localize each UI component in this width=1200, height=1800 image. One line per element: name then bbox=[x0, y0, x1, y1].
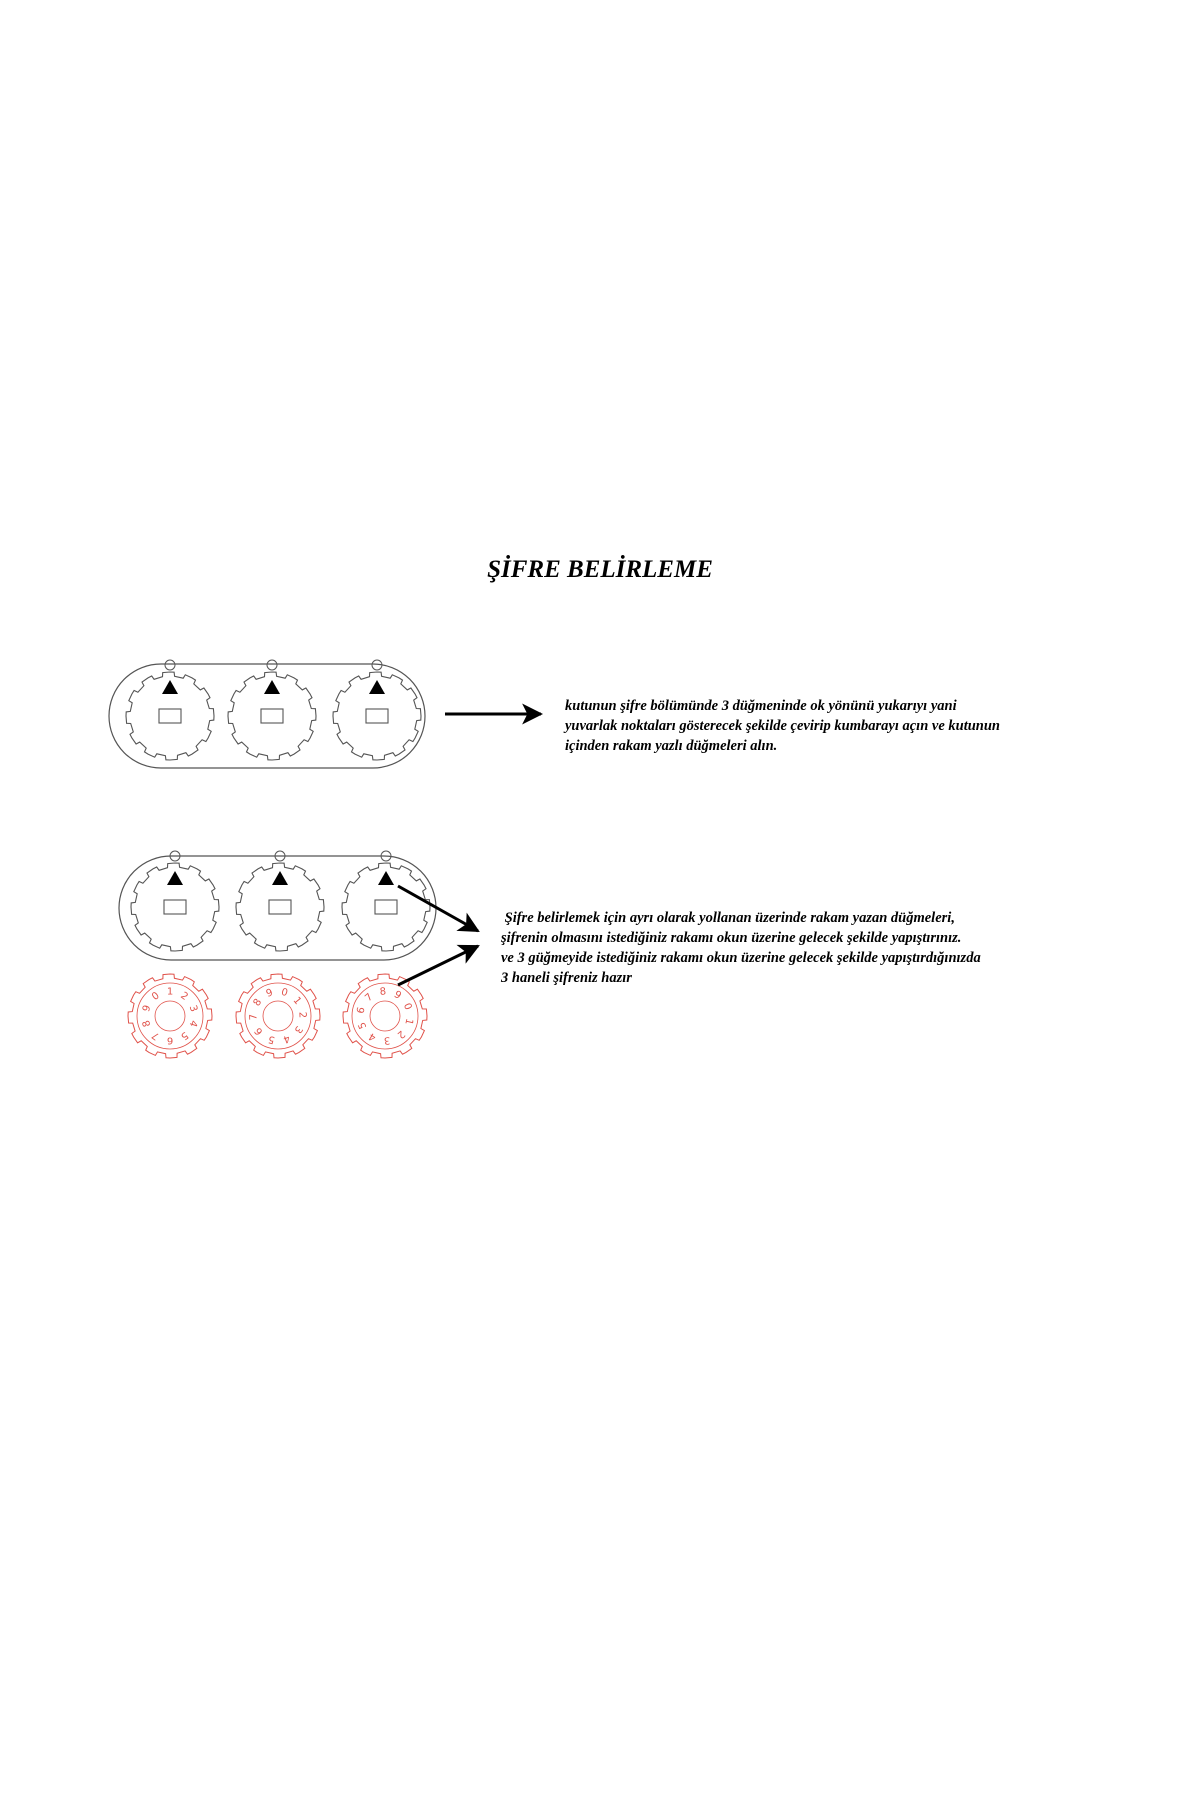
numbered-dial-row bbox=[128, 974, 427, 1058]
dial-digit: 4 bbox=[186, 1018, 200, 1029]
numbered-dial-hub bbox=[155, 1001, 185, 1031]
dial-digit: 2 bbox=[178, 990, 190, 1003]
dial-digit: 2 bbox=[296, 1011, 308, 1019]
dial-digit: 5 bbox=[267, 1032, 277, 1046]
lock-panel-bottom bbox=[119, 851, 436, 960]
dial-digit: 1 bbox=[166, 986, 174, 998]
up-arrow-icon bbox=[167, 871, 183, 885]
dial-digit: 7 bbox=[248, 1013, 260, 1021]
dial-digit: 8 bbox=[251, 997, 265, 1009]
up-arrow-icon bbox=[162, 680, 178, 694]
dial-digit: 1 bbox=[402, 1017, 415, 1026]
up-arrow-icon bbox=[264, 680, 280, 694]
dial-digit: 5 bbox=[356, 1020, 370, 1031]
dial-digit: 5 bbox=[178, 1029, 190, 1042]
dial-digit: 8 bbox=[379, 986, 387, 998]
dial-digit: 0 bbox=[150, 990, 162, 1003]
lock-panel-top bbox=[109, 660, 425, 768]
dial-digit: 0 bbox=[400, 1001, 414, 1012]
dial-digit: 4 bbox=[281, 1032, 292, 1045]
dial-window bbox=[366, 709, 388, 723]
dial-window bbox=[159, 709, 181, 723]
arrow-step2-lower bbox=[398, 946, 478, 985]
up-arrow-icon bbox=[272, 871, 288, 885]
dial-digit: 6 bbox=[252, 1024, 266, 1037]
step1-line: içinden rakam yazlı düğmeleri alın. bbox=[565, 738, 778, 754]
lock-panel-outline bbox=[109, 664, 425, 768]
arrow-step2-upper bbox=[398, 886, 478, 931]
dial-digit: 3 bbox=[186, 1003, 200, 1014]
step1-line: yuvarlak noktaları gösterecek şekilde çevirip kumbarayı açın ve kutunun bbox=[565, 718, 1000, 734]
page-title: ŞİFRE BELİRLEME bbox=[487, 556, 713, 583]
step2-line: 3 haneli şifreniz hazır bbox=[501, 970, 632, 986]
dial-digit: 7 bbox=[363, 991, 376, 1005]
position-dot bbox=[165, 660, 175, 670]
dial-digit: 3 bbox=[383, 1034, 391, 1046]
position-dot bbox=[267, 660, 277, 670]
step2-line: ve 3 güğmeyide istediğiniz rakamı okun üzerine gelecek şekilde yapıştırdığınızda bbox=[501, 950, 981, 966]
up-arrow-icon bbox=[369, 680, 385, 694]
dial-window bbox=[164, 900, 186, 914]
up-arrow-icon bbox=[378, 871, 394, 885]
dial-digit: 4 bbox=[367, 1030, 379, 1043]
dial-digit: 9 bbox=[391, 989, 403, 1002]
dial-digit: 8 bbox=[140, 1018, 154, 1029]
dial-window bbox=[269, 900, 291, 914]
dial-digit: 6 bbox=[166, 1034, 174, 1046]
dial-digit: 9 bbox=[140, 1003, 154, 1014]
step2-line: şifrenin olmasını istediğiniz rakamı okun üzerine gelecek şekilde yapıştırınız. bbox=[501, 930, 962, 946]
dial-digit: 3 bbox=[291, 1023, 305, 1035]
dial-digit: 6 bbox=[355, 1006, 368, 1015]
dial-digit: 2 bbox=[394, 1027, 407, 1041]
numbered-dial-hub bbox=[370, 1001, 400, 1031]
dial-window bbox=[375, 900, 397, 914]
dial-digit: 1 bbox=[290, 995, 304, 1008]
dial-window bbox=[261, 709, 283, 723]
dial-digit: 0 bbox=[279, 986, 289, 1000]
lock-panel-outline bbox=[119, 856, 436, 960]
dial-digit: 9 bbox=[264, 987, 275, 1000]
dial-digit: 7 bbox=[150, 1029, 162, 1042]
arrow-group bbox=[398, 714, 541, 985]
step1-line: kutunun şifre bölümünde 3 düğmeninde ok yönünü yukarıyı yani bbox=[565, 698, 957, 714]
step2-line: Şifre belirlemek için ayrı olarak yollanan üzerinde rakam yazan düğmeleri, bbox=[501, 910, 955, 926]
numbered-dial-hub bbox=[263, 1001, 293, 1031]
